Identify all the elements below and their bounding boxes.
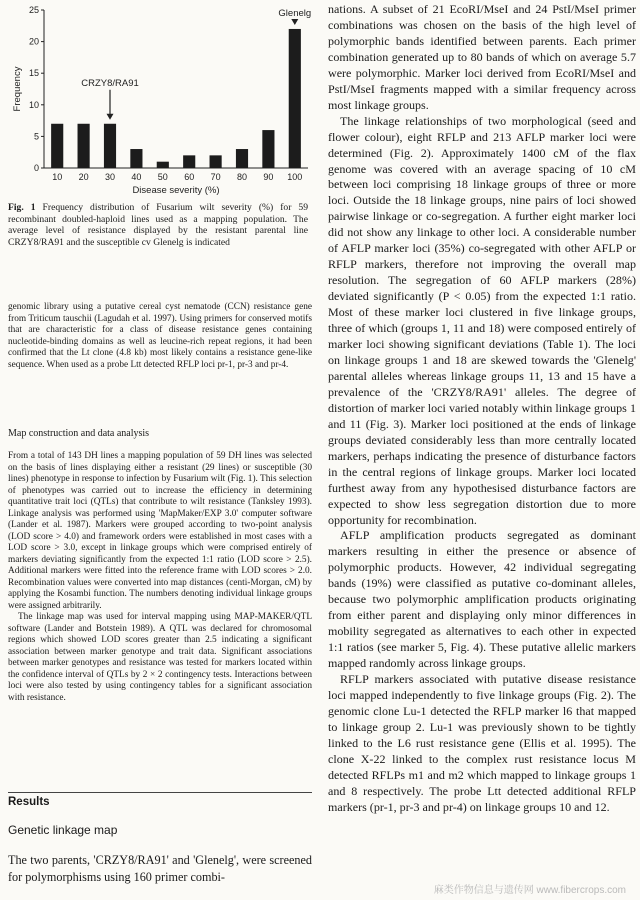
bar-10 — [51, 124, 63, 168]
bar-90 — [262, 130, 274, 168]
right-column-text — [328, 2, 636, 816]
annotation-arrow-head — [107, 114, 114, 120]
intro-text: genomic library using a putative cereal cyst nematode (CCN) resistance gene from Triticum tauschii (Lagudah et al. 1997). Using primers for conserved motifs that are characteristic for a class of disease resistance genes containing nucleotide-binding domains as well as leucine-rich repeat regions, it had been confirmed that the Lt clone (4.8 kb) most likely contains a resistance gene-like sequence. When used as a probe Ltt detected RFLP loci pr-1, pr-3 and pr-4. — [8, 302, 312, 370]
right-paragraph-3: AFLP amplification products segregated as dominant markers resulting in either the presence or absence of polymorphic products. However, 42 individual segregating bands (19%) were classified as putative co-dominant alleles, because two polymorphic amplification products originating from either parent and displaying only minor differences in mobility segregated as alternatives to each other in expected 1:1 ratios (see marker 5, Fig. 4). These putative allelic markers mapped randomly across linkage groups. — [328, 528, 636, 671]
x-tick-label: 70 — [210, 172, 221, 182]
figure-caption-label: Fig. 1 — [8, 202, 36, 213]
annotation-arrow-head — [291, 19, 298, 25]
results-rule — [8, 792, 312, 793]
left-column — [8, 0, 314, 884]
right-paragraph-2: The linkage relationships of two morphological (seed and flower colour), eight RFLP and 213 AFLP marker loci were determined (Fig. 2). Approximately 1400 cM of the flax genome was covered with an average spacing of 10 cM between loci comprising 18 linkage groups of three or more loci. Outside the 18 linkage groups, nine pairs of loci showed pairwise linkage or co-segregation. A further eight marker loci did not show any linkage to other loci. A considerable number of AFLP marker loci (35%) co-segregated with other AFLP or RFLP markers, therefore not improving the overall map resolution. The segregation of 60 AFLP markers (28%) deviated significantly (P < 0.05) from the expected 1:1 ratio. Most of these marker loci clustered in five linkage groups, three of which (groups 1, 11 and 18) were composed entirely of marker loci showing significant deviations (Table 1). The loci on linkage groups 1 and 18 are skewed towards the 'Glenelg' parental alleles whereas linkage groups 11, 13 and 15 have a prevalence of the 'CRZY8/RA91' alleles. The degree of distortion of marker loci varied notably within linkage groups 1 and 11 (Fig. 3). Marker loci positioned at the ends of linkage groups deviated considerably less than more centrally located markers, perhaps indicating the presence of disturbance factors in the central regions of linkage groups. Marker loci located furthest away from any hypothesised disturbance factors are expected to show less segregation distortion due to more opportunity for recombination. — [328, 113, 636, 527]
x-tick-label: 40 — [131, 172, 142, 182]
annotation-label: Glenelg — [278, 8, 312, 19]
bar-30 — [104, 124, 116, 168]
x-tick-label: 10 — [52, 172, 63, 182]
x-tick-label: 50 — [157, 172, 168, 182]
section-heading: Map construction and data analysis — [8, 428, 150, 439]
x-tick-label: 20 — [78, 172, 89, 182]
results-paragraph: The two parents, 'CRZY8/RA91' and 'Glenelg', were screened for polymorphisms using 160 primer combi- — [8, 853, 312, 884]
y-tick-label: 25 — [28, 5, 39, 15]
bar-50 — [157, 162, 169, 168]
x-tick-label: 60 — [184, 172, 195, 182]
annotation-label: CRZY8/RA91 — [81, 77, 139, 89]
y-tick-label: 15 — [28, 68, 39, 79]
y-tick-label: 20 — [28, 36, 39, 47]
y-tick-label: 10 — [28, 99, 39, 110]
map-paragraph-2: The linkage map was used for interval mapping using MAP-MAKER/QTL software (Lander and Botstein 1989). A QTL was declared for chromosomal regions which showed LOD scores greater than 2.5 indicating a significant association between marker genotype and trait data. Significant associations between marker genotypes and resistance was tested for markers located within the confidence interval of QTLs by 2 × 2 contingency tests. Interactions between loci were also tested by using contingency tables for a significant association with resistance. — [8, 612, 312, 703]
watermark: 麻类作物信息与遗传网 www.fibercrops.com — [433, 885, 626, 896]
figure-caption-text: Frequency distribution of Fusarium wilt severity (%) for 59 recombinant doubled-haploid lines used as a mapping population. The average level of resistance displayed by the resistant parental line CRZY8/RA91 and the susceptible cv Glenelg is indicated — [8, 202, 308, 248]
y-axis-label: Frequency — [12, 66, 23, 112]
bar-100 — [289, 29, 301, 168]
x-tick-label: 30 — [104, 172, 116, 182]
right-paragraph-1: nations. A subset of 21 EcoRI/MseI and 24 PstI/MseI primer combinations was chosen on the basis of the high level of polymorphic bands identified between parents. Each primer combination generated up to 80 bands of which on average 5.7 were polymorphic. Marker loci derived from EcoRI/MseI and PstI/MseI fragments mapped with a similar frequency across most linkage groups. — [328, 2, 636, 112]
x-tick-label: 90 — [263, 172, 274, 182]
x-axis-label: Disease severity (%) — [132, 185, 220, 196]
right-paragraph-4: RFLP markers associated with putative disease resistance loci mapped independently to five linkage groups (Fig. 2). The genomic clone Lu-1 detected the RFLP marker l6 that mapped to linkage group 2. Lu-1 was previously shown to be tightly linked to the L6 rust resistance gene (Ellis et al. 1995). The clone X-22 linked to the complex rust resistance locus M detected RFLPs m1 and m2 which mapped to linkage groups 1 and 8 respectively. The probe Ltt detected additional RFLP markers (pr-1, pr-3 and pr-4) on linkage groups 10 and 12. — [328, 672, 636, 814]
results-heading: Results — [8, 796, 50, 808]
map-construction-text — [8, 451, 312, 704]
x-tick-label: 80 — [236, 172, 248, 182]
x-tick-label: 100 — [287, 172, 303, 182]
frequency-chart — [8, 0, 314, 200]
genetic-linkage-heading: Genetic linkage map — [8, 823, 118, 837]
bar-60 — [183, 155, 195, 168]
bar-80 — [236, 149, 248, 168]
bar-40 — [130, 149, 142, 168]
y-tick-label: 0 — [33, 163, 39, 173]
figure-1 — [8, 0, 314, 200]
bar-20 — [78, 124, 90, 168]
map-paragraph-1: From a total of 143 DH lines a mapping population of 59 DH lines was selected on the basis of lines displaying either a resistant (29 lines) or susceptible (30 lines) phenotype in response to infection by Fusarium wilt (Fig. 1). This selection of phenotypes was carried out to increase the efficiency in determining quantitative trait loci (QTLs) that contribute to wilt resistance (Tanksley 1993). Linkage analysis was performed using 'MapMaker/EXP 3.0' computer software (Lander et al. 1987). Markers were grouped according to two-point analysis (LOD score > 4.0) and framework orders were established in most cases with a LOD score > 3.0, except in linkage groups which were comprised entirely of markers deviating significantly from the expected 1:1 ratio (LOD score > 2.5). Additional markers were fitted into the reference frame with LOD scores > 2.0. Recombination values were converted into map distances (centi-Morgan, cM) by applying the Kosambi function. The numbers denoting individual linkage groups were assigned arbitrarily. — [8, 451, 312, 611]
y-tick-label: 5 — [33, 131, 39, 142]
bar-70 — [210, 155, 222, 168]
figure-caption — [8, 202, 308, 248]
intro-paragraph — [8, 302, 312, 371]
